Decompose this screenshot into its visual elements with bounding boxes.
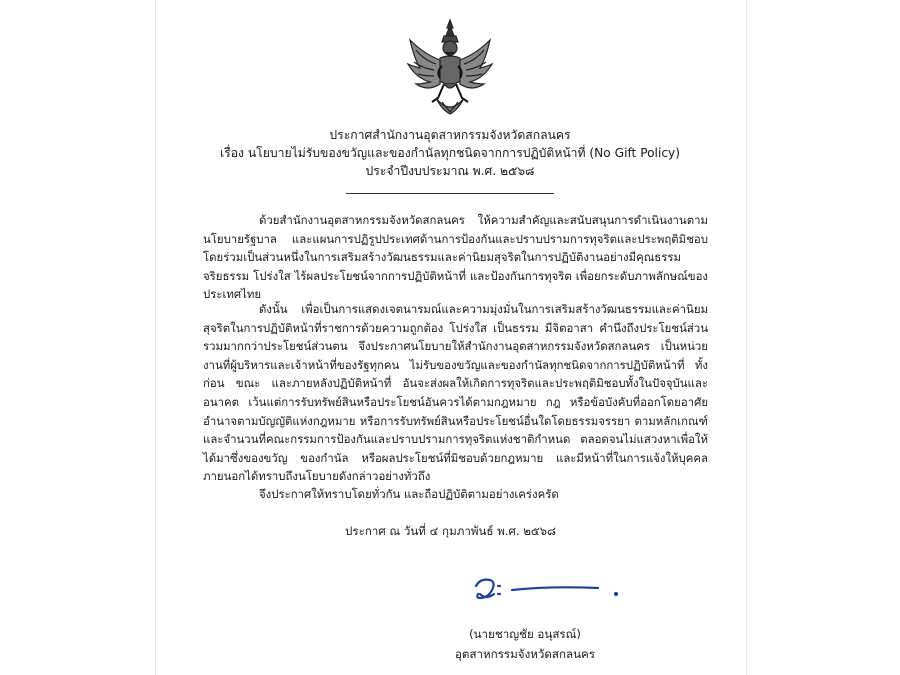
body-paragraph-3: จึงประกาศให้ทราบโดยทั่วกัน และถือปฏิบัติตามอย่างเคร่งครัด — [259, 487, 559, 501]
signature-image — [470, 572, 630, 606]
announcement-date: ประกาศ ณ วันที่ ๔ กุมภาพันธ์ พ.ศ. ๒๕๖๘ — [345, 524, 556, 538]
body-paragraph-2: ดังนั้น เพื่อเป็นการแสดงเจตนารมณ์และความมุ่งมั่นในการเสริมสร้างวัฒนธรรมและค่านิยมสุจริตในการปฏิบัติหน้าที่ราชการด้วยความถูกต้อง โปร่งใส เป็นธรรม มีจิตอาสา คำนึงถึงประโยชน์ส่วนรวมมากกว่าประโยชน์ส่วนตน จึงประกาศนโยบายให้สำนักงานอุตสาหกรรมจังหวัดสกลนคร เป็นหน่วยงานที่ผู้บริหารและเจ้าหน้าที่ของรัฐทุกคน ไม่รับของขวัญและของกำนัลทุกชนิดจากการปฏิบัติหน้าที่ ทั้งก่อน ขณะ และภายหลังปฏิบัติหน้าที่ อันจะส่งผลให้เกิดการทุจริตและประพฤติมิชอบทั้งในปัจจุบันและอนาคต เว้นแต่การรับทรัพย์สินหรือประโยชน์อันควรได้ตามกฎหมาย กฎ หรือข้อบังคับที่ออกโดยอาศัยอำนาจตามบัญญัติแห่งกฎหมาย หรือการรับทรัพย์สินหรือประโยชน์อื่นใดโดยธรรมจรรยา ตามหลักเกณฑ์และจำนวนที่คณะกรรมการป้องกันและปราบปรามการทุจริตแห่งชาติกำหนด ตลอดจนไม่แสวงหาเพื่อให้ได้มาซึ่งของขวัญ ของกำนัล หรือผลประโยชน์ที่มิชอบด้วยกฎหมาย และมีหน้าที่ในการแจ้งให้บุคคลภายนอกได้ทราบถึงนโยบายดังกล่าวอย่างทั่วถึง — [203, 302, 708, 484]
garuda-emblem-icon — [406, 18, 494, 118]
signer-name: (นายชาญชัย อนุสรณ์) — [469, 627, 581, 641]
body-paragraph-1: ด้วยสำนักงานอุตสาหกรรมจังหวัดสกลนคร ให้ความสำคัญและสนับสนุนการดำเนินงานตามนโยบายรัฐบาล และแผนการปฏิรูปประเทศด้านการป้องกันและปราบปรามการทุจริตและประพฤติมิชอบ โดยร่วมเป็นส่วนหนึ่งในการเสริมสร้างวัฒนธรรมและค่านิยมสุจริตในการปฏิบัติงานอย่างมีคุณธรรม จริยธรรม โปร่งใส ไร้ผลประโยชน์จากการปฏิบัติหน้าที่ และป้องกันการทุจริต เพื่อยกระดับภาพลักษณ์ของประเทศไทย — [203, 213, 708, 302]
header-divider — [346, 193, 554, 194]
header-fiscal-year: ประจำปีงบประมาณ พ.ศ. ๒๕๖๘ — [365, 164, 535, 178]
header-line-1: ประกาศสำนักงานอุตสาหกรรมจังหวัดสกลนคร — [329, 128, 571, 142]
signer-title: อุตสาหกรรมจังหวัดสกลนคร — [454, 647, 596, 661]
header-subject: เรื่อง นโยบายไม่รับของขวัญและของกำนัลทุกชนิดจากการปฏิบัติหน้าที่ (No Gift Policy) — [219, 146, 681, 160]
